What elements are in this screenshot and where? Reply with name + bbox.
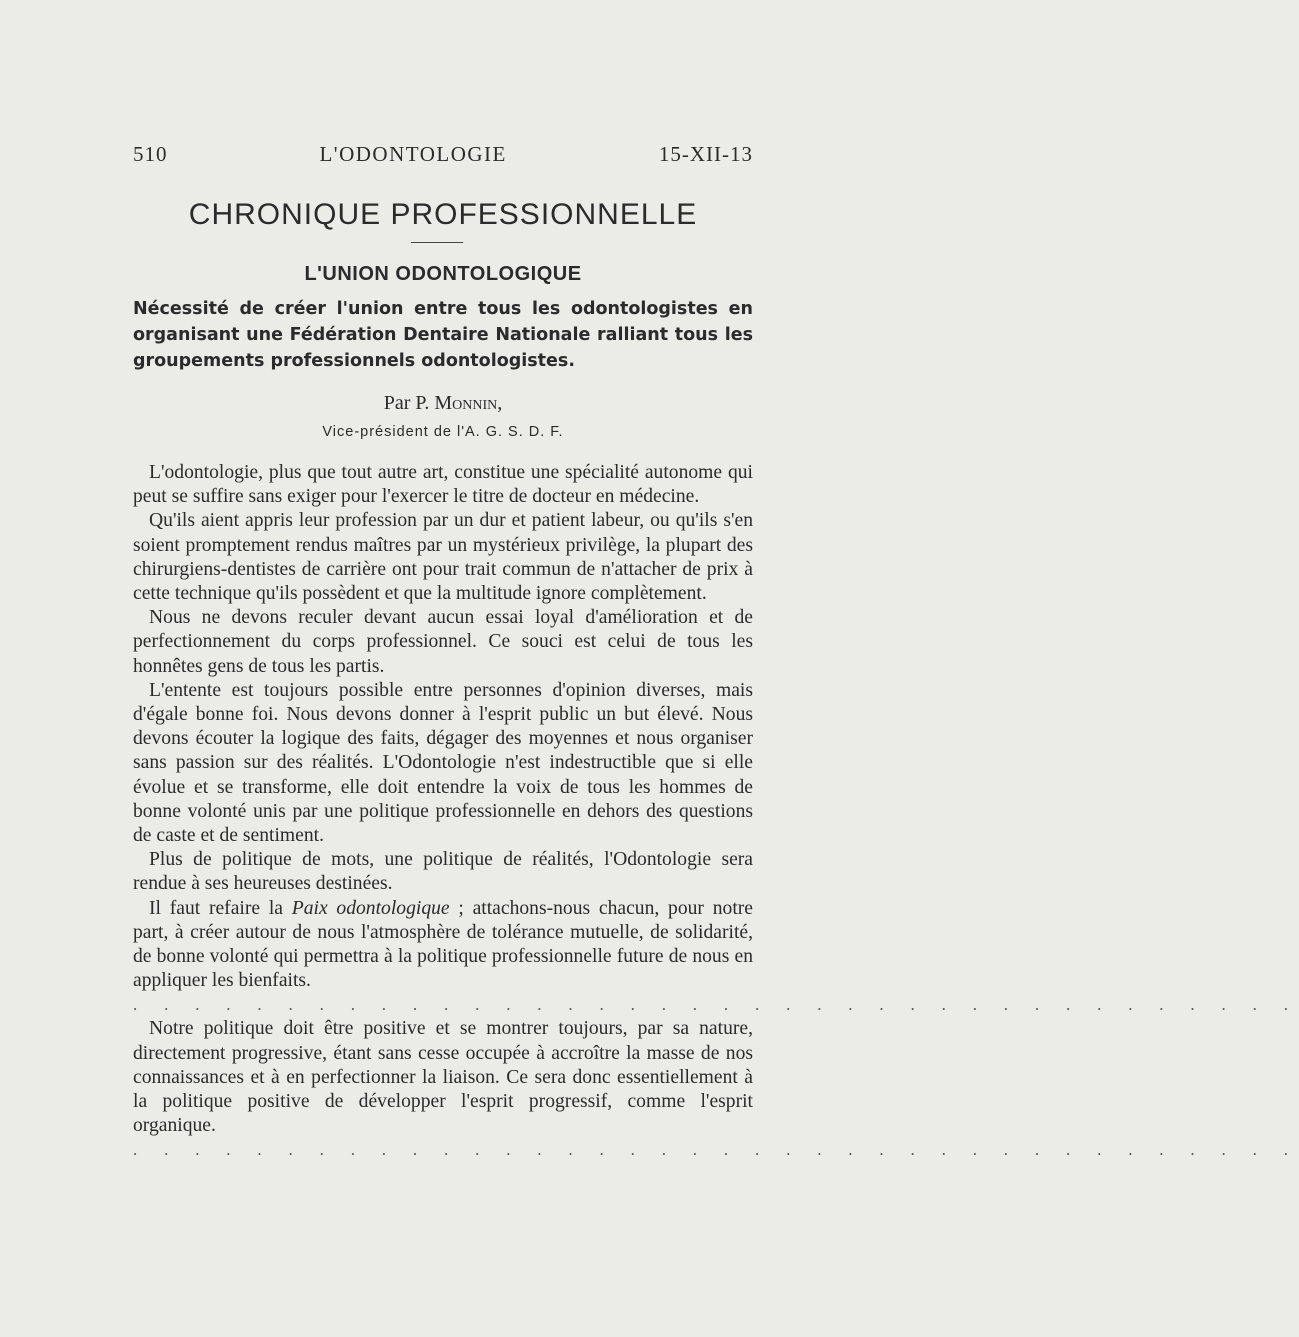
paragraph: L'entente est toujours possible entre personnes d'opinion diverses, mais d'égale bonne foi. Nous devons donner à l'esprit public un but élevé. Nous devons écouter la logique des faits, dégager des moyennes et nous organiser sans passion sur des réalités. L'Odontologie n'est indestructible que si elle évolue et se transforme, elle doit entendre la voix de tous les hommes de bonne volonté unis par une politique professionnelle en dehors des questions de caste et de sentiment.	[133, 679, 753, 847]
italic-phrase: Paix odontologique	[291, 897, 450, 919]
article-body	[133, 461, 1299, 1162]
paragraph: Qu'ils aient appris leur profession par un dur et patient labeur, ou qu'ils s'en soient promptement rendus maîtres par un mystérieux privilège, la plupart des chirurgiens-dentistes de carrière ont pour trait commun de n'attacher de prix à cette technique qu'ils possèdent et que la multitude ignore complètement.	[133, 510, 753, 605]
section-title: CHRONIQUE PROFESSIONNELLE	[188, 198, 698, 231]
page-number: 510	[133, 142, 168, 166]
paragraph: L'odontologie, plus que tout autre art, constitue une spécialité autonome qui peut se suffire sans exiger pour l'exercer le titre de docteur en médecine.	[133, 462, 753, 508]
running-head	[133, 142, 753, 167]
subtitle-text: Nécessité de créer l'union entre tous les odontologistes en organisant une Fédération Dentaire Nationale ralliant tous les groupements professionnels odontologistes.	[133, 299, 753, 371]
byline-prefix: Par P.	[383, 392, 430, 414]
journal-title: L'ODONTOLOGIE	[319, 142, 507, 166]
paragraph: Nous ne devons reculer devant aucun essai loyal d'amélioration et de perfectionnement du corps professionnel. Ce souci est celui de tous les honnêtes gens de tous les partis.	[133, 607, 753, 677]
article-title: L'UNION ODONTOLOGIQUE	[304, 263, 582, 285]
issue-date: 15-XII-13	[658, 142, 753, 166]
article-subtitle	[133, 296, 753, 374]
paragraph-italic-phrase	[133, 897, 753, 994]
byline	[0, 392, 886, 415]
paragraph: Notre politique doit être positive et se montrer toujours, par sa nature, directement progressive, étant sans cesse occupée à accroître la masse de nos connaissances et à en perfectionner la liaison. Ce sera donc essentiellement à la politique positive de développer l'esprit progressif, comme l'esprit organique.	[133, 1018, 753, 1137]
author-name: Monnin,	[434, 392, 503, 414]
author-affiliation: Vice-président de l'A. G. S. D. F.	[322, 424, 564, 440]
paragraph-text: Il faut refaire la	[149, 897, 292, 919]
dotted-separator: . . . . . . . . . . . . . . . . . . . . . . . . . . . . . . . . . . . . . .	[133, 995, 1299, 1015]
title-rule	[411, 242, 463, 243]
paragraph-text: ; attachons-nous chacun, pour notre part, à créer autour de nous l'atmosphère de tolérance mutuelle, de solidarité, de bonne volonté qui permettra à la politique professionnelle future de nous en appliquer les bienfaits.	[133, 897, 753, 992]
dotted-separator-end: . . . . . . . . . . . . . . . . . . . . . . . . . . . . . . . . . . . . . .	[133, 1140, 1299, 1160]
paragraph: Plus de politique de mots, une politique de réalités, l'Odontologie sera rendue à ses heureuses destinées.	[133, 849, 753, 895]
